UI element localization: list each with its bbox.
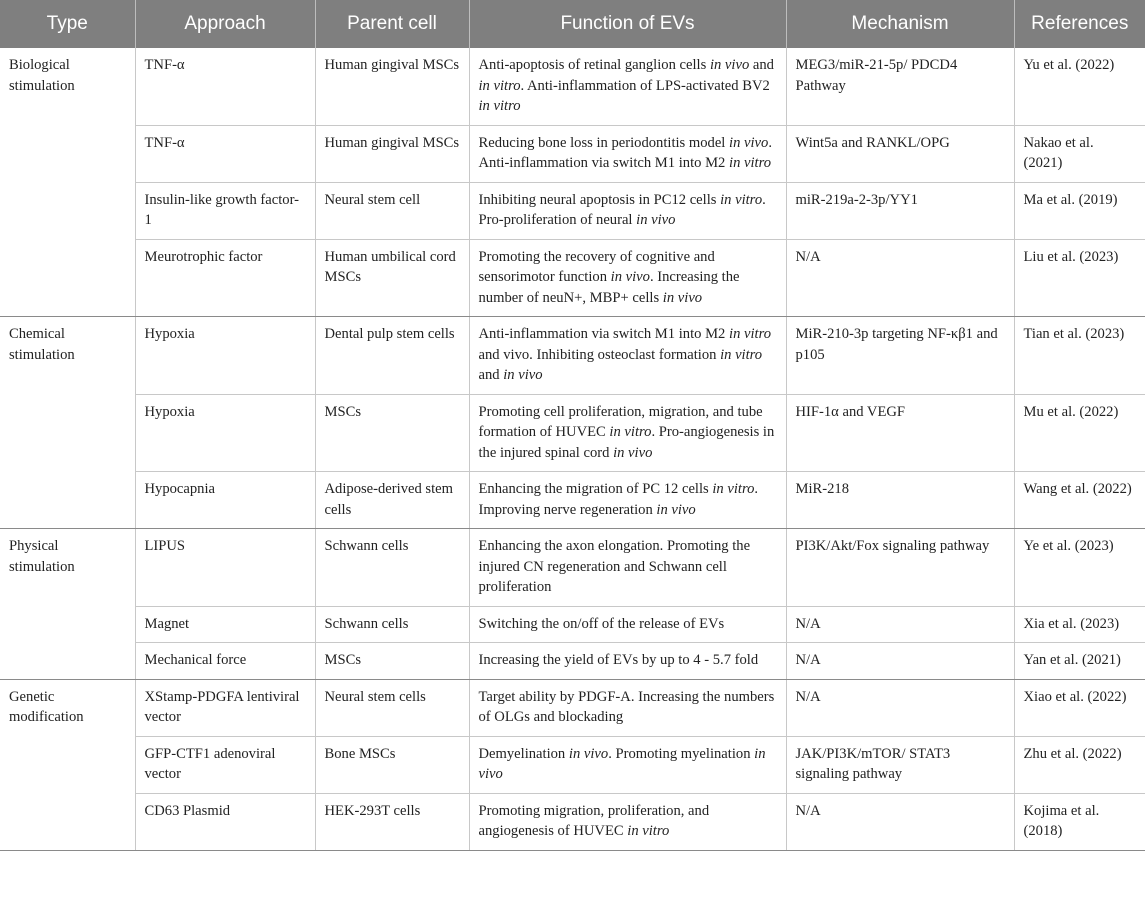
reference-cell: Kojima et al. (2018) — [1014, 793, 1145, 850]
mechanism-cell: MiR-218 — [786, 472, 1014, 529]
function-italic-text: in vitro — [478, 98, 521, 114]
function-italic-text: in vivo — [503, 367, 543, 383]
header-row — [0, 0, 1145, 48]
function-italic-text: in vivo — [613, 444, 653, 461]
function-cell — [469, 736, 786, 793]
header-function: Function of EVs — [469, 0, 786, 48]
mechanism-cell: N/A — [786, 239, 1014, 317]
table-body — [0, 48, 1145, 850]
table-row — [0, 239, 1145, 317]
reference-cell: Xiao et al. (2022) — [1014, 679, 1145, 736]
function-text: . Pro-proliferation of neural — [478, 191, 766, 228]
function-italic-text: in vivo — [709, 57, 750, 73]
table-row — [0, 643, 1145, 680]
mechanism-cell: miR-219a-2-3p/YY1 — [786, 182, 1014, 239]
function-cell — [469, 125, 786, 182]
type-cell: Physical stimulation — [0, 529, 135, 680]
function-text: Promoting the recovery of cognitive and sensorimotor function — [478, 248, 715, 285]
table-row — [0, 606, 1145, 643]
parent-cell-cell: Schwann cells — [315, 606, 469, 643]
mechanism-cell: HIF-1α and VEGF — [786, 394, 1014, 472]
function-cell — [469, 239, 786, 317]
approach-cell: Mechanical force — [135, 643, 315, 680]
function-cell — [469, 679, 786, 736]
approach-cell: Hypoxia — [135, 317, 315, 395]
function-text: and vivo. Inhibiting osteoclast formation — [478, 346, 721, 363]
approach-cell: TNF-α — [135, 125, 315, 182]
mechanism-cell: N/A — [786, 679, 1014, 736]
approach-cell: Hypocapnia — [135, 472, 315, 529]
header-mechanism: Mechanism — [786, 0, 1014, 48]
header-references: References — [1014, 0, 1145, 48]
parent-cell-cell: Bone MSCs — [315, 736, 469, 793]
approach-cell: Magnet — [135, 606, 315, 643]
function-text: Increasing the yield of EVs by up to 4 - 5.7 fold — [478, 652, 759, 668]
function-italic-text: in vivo — [636, 212, 676, 228]
table-row — [0, 182, 1145, 239]
parent-cell-cell: HEK-293T cells — [315, 793, 469, 850]
function-italic-text: in vivo — [656, 501, 696, 518]
mechanism-cell: MiR-210-3p targeting NF-κβ1 and p105 — [786, 317, 1014, 395]
function-italic-text: in vitro — [729, 155, 772, 171]
function-text: Inhibiting neural apoptosis in PC12 cells — [478, 191, 721, 208]
function-italic-text: in vivo — [568, 745, 609, 762]
reference-cell: Xia et al. (2023) — [1014, 606, 1145, 643]
parent-cell-cell: Neural stem cell — [315, 182, 469, 239]
function-text: . Promoting myelination — [608, 745, 755, 762]
approach-cell: CD63 Plasmid — [135, 793, 315, 850]
function-cell — [469, 182, 786, 239]
approach-cell: Hypoxia — [135, 394, 315, 472]
mechanism-cell: N/A — [786, 606, 1014, 643]
parent-cell-cell: Human gingival MSCs — [315, 125, 469, 182]
function-text: Anti-inflammation via switch M1 into M2 — [478, 326, 730, 342]
function-cell — [469, 793, 786, 850]
function-text: . Anti-inflammation of LPS-activated BV2 — [520, 77, 770, 94]
reference-cell: Zhu et al. (2022) — [1014, 736, 1145, 793]
approach-cell: XStamp-PDGFA lentiviral vector — [135, 679, 315, 736]
parent-cell-cell: Adipose-derived stem cells — [315, 472, 469, 529]
function-text: . Increasing the number of neuN+, MBP+ cells — [478, 269, 740, 306]
parent-cell-cell: Dental pulp stem cells — [315, 317, 469, 395]
header-approach: Approach — [135, 0, 315, 48]
function-italic-text: in vitro — [627, 823, 670, 839]
parent-cell-cell: Human gingival MSCs — [315, 48, 469, 125]
table-row — [0, 125, 1145, 182]
function-text: Promoting migration, proliferation, and angiogenesis of HUVEC — [478, 802, 710, 839]
header-parent-cell: Parent cell — [315, 0, 469, 48]
function-cell — [469, 317, 786, 395]
function-text: Promoting cell proliferation, migration, and tube formation of HUVEC — [478, 403, 763, 440]
function-italic-text: in vivo — [729, 134, 769, 151]
table-row — [0, 679, 1145, 736]
type-cell: Genetic modification — [0, 679, 135, 850]
reference-cell: Ye et al. (2023) — [1014, 529, 1145, 607]
function-cell — [469, 472, 786, 529]
parent-cell-cell: Human umbilical cord MSCs — [315, 239, 469, 317]
function-text: . Pro-angiogenesis in the injured spinal cord — [478, 424, 775, 461]
function-italic-text: in vitro — [729, 326, 772, 342]
function-cell — [469, 48, 786, 125]
reference-cell: Tian et al. (2023) — [1014, 317, 1145, 395]
function-italic-text: in vitro — [609, 424, 652, 440]
function-italic-text: in vitro — [720, 346, 763, 363]
table-row — [0, 48, 1145, 125]
approach-cell: Insulin-like growth factor-1 — [135, 182, 315, 239]
parent-cell-cell: MSCs — [315, 643, 469, 680]
function-cell — [469, 394, 786, 472]
function-text: Switching the on/off of the release of EVs — [478, 615, 725, 632]
mechanism-cell: MEG3/miR-21-5p/ PDCD4 Pathway — [786, 48, 1014, 125]
reference-cell: Ma et al. (2019) — [1014, 182, 1145, 239]
function-text: and — [478, 367, 504, 383]
table-row — [0, 317, 1145, 395]
function-cell — [469, 643, 786, 680]
approach-cell: LIPUS — [135, 529, 315, 607]
function-italic-text: in vitro — [720, 191, 763, 208]
function-cell — [469, 529, 786, 607]
function-cell — [469, 606, 786, 643]
reference-cell: Nakao et al. (2021) — [1014, 125, 1145, 182]
reference-cell: Wang et al. (2022) — [1014, 472, 1145, 529]
function-italic-text: in vitro — [478, 77, 521, 94]
approach-cell: TNF-α — [135, 48, 315, 125]
table-row — [0, 736, 1145, 793]
reference-cell: Yu et al. (2022) — [1014, 48, 1145, 125]
parent-cell-cell: MSCs — [315, 394, 469, 472]
table-row — [0, 793, 1145, 850]
reference-cell: Yan et al. (2021) — [1014, 643, 1145, 680]
function-italic-text: in vivo — [610, 269, 650, 285]
function-text: Enhancing the migration of PC 12 cells — [478, 481, 713, 497]
function-italic-text: in vitro — [712, 481, 755, 497]
mechanism-cell: PI3K/Akt/Fox signaling pathway — [786, 529, 1014, 607]
mechanism-cell: N/A — [786, 643, 1014, 680]
table-row — [0, 529, 1145, 607]
mechanism-cell: Wint5a and RANKL/OPG — [786, 125, 1014, 182]
function-text: . Anti-inflammation via switch M1 into M2 — [478, 134, 772, 171]
function-text: and — [749, 57, 774, 73]
parent-cell-cell: Neural stem cells — [315, 679, 469, 736]
parent-cell-cell: Schwann cells — [315, 529, 469, 607]
mechanism-cell: JAK/PI3K/mTOR/ STAT3 signaling pathway — [786, 736, 1014, 793]
function-text: Target ability by PDGF-A. Increasing the numbers of OLGs and blockading — [478, 688, 775, 725]
type-cell: Biological stimulation — [0, 48, 135, 317]
mechanism-cell: N/A — [786, 793, 1014, 850]
table-row — [0, 472, 1145, 529]
header-type: Type — [0, 0, 135, 48]
function-text: Anti-apoptosis of retinal ganglion cells — [478, 57, 710, 73]
function-text: . Improving nerve regeneration — [478, 481, 759, 518]
approach-cell: Meurotrophic factor — [135, 239, 315, 317]
function-italic-text: in vivo — [478, 745, 766, 782]
function-text: Enhancing the axon elongation. Promoting the injured CN regeneration and Schwann cell proliferation — [478, 538, 751, 595]
function-text: Demyelination — [478, 745, 569, 762]
reference-cell: Mu et al. (2022) — [1014, 394, 1145, 472]
approach-cell: GFP-CTF1 adenoviral vector — [135, 736, 315, 793]
function-italic-text: in vivo — [662, 289, 703, 306]
type-cell: Chemical stimulation — [0, 317, 135, 529]
reference-cell: Liu et al. (2023) — [1014, 239, 1145, 317]
function-text: Reducing bone loss in periodontitis model — [478, 134, 730, 151]
table-row — [0, 394, 1145, 472]
